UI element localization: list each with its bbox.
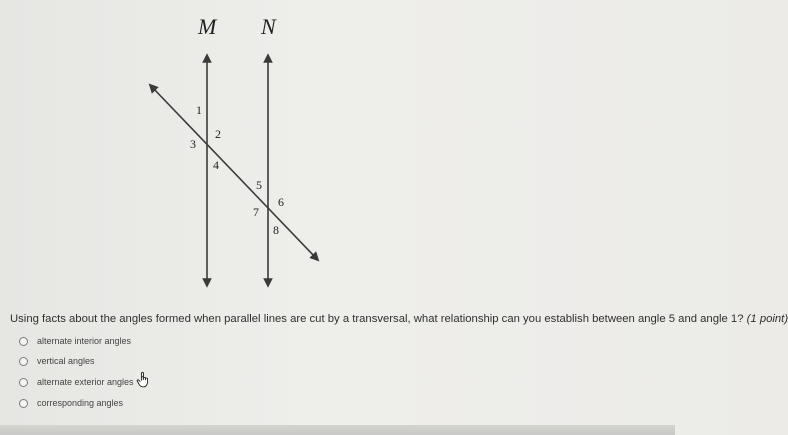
radio-button[interactable]	[19, 357, 28, 366]
angle-2-label: 2	[215, 127, 221, 141]
angle-7-label: 7	[253, 205, 259, 219]
option-vertical[interactable]	[19, 354, 95, 368]
option-label: alternate interior angles	[37, 336, 132, 346]
angle-6-label: 6	[278, 195, 284, 209]
option-label: alternate exterior angles	[37, 377, 134, 387]
angle-1-label: 1	[196, 103, 202, 117]
option-alternate-exterior[interactable]	[19, 375, 134, 389]
angle-5-label: 5	[256, 178, 262, 192]
angle-4-label: 4	[213, 158, 219, 172]
option-label: vertical angles	[37, 356, 95, 366]
question-body: Using facts about the angles formed when parallel lines are cut by a transversal, what relationship can you establish between angle 5 and angle 1?	[10, 313, 744, 325]
radio-button[interactable]	[19, 337, 28, 346]
option-label: corresponding angles	[37, 398, 124, 408]
line-n-label: N	[261, 14, 276, 39]
line-m-label: M	[198, 14, 217, 39]
angle-3-label: 3	[190, 137, 196, 151]
angle-8-label: 8	[273, 223, 279, 237]
question-text	[10, 313, 788, 325]
bottom-bar	[0, 425, 675, 435]
question-points: (1 point)	[746, 313, 788, 325]
radio-button[interactable]	[19, 399, 28, 408]
option-corresponding[interactable]	[19, 396, 123, 410]
transversal-line	[152, 87, 316, 258]
hand-cursor-icon	[137, 372, 151, 388]
option-alternate-interior[interactable]	[19, 334, 131, 348]
radio-button[interactable]	[19, 378, 28, 387]
